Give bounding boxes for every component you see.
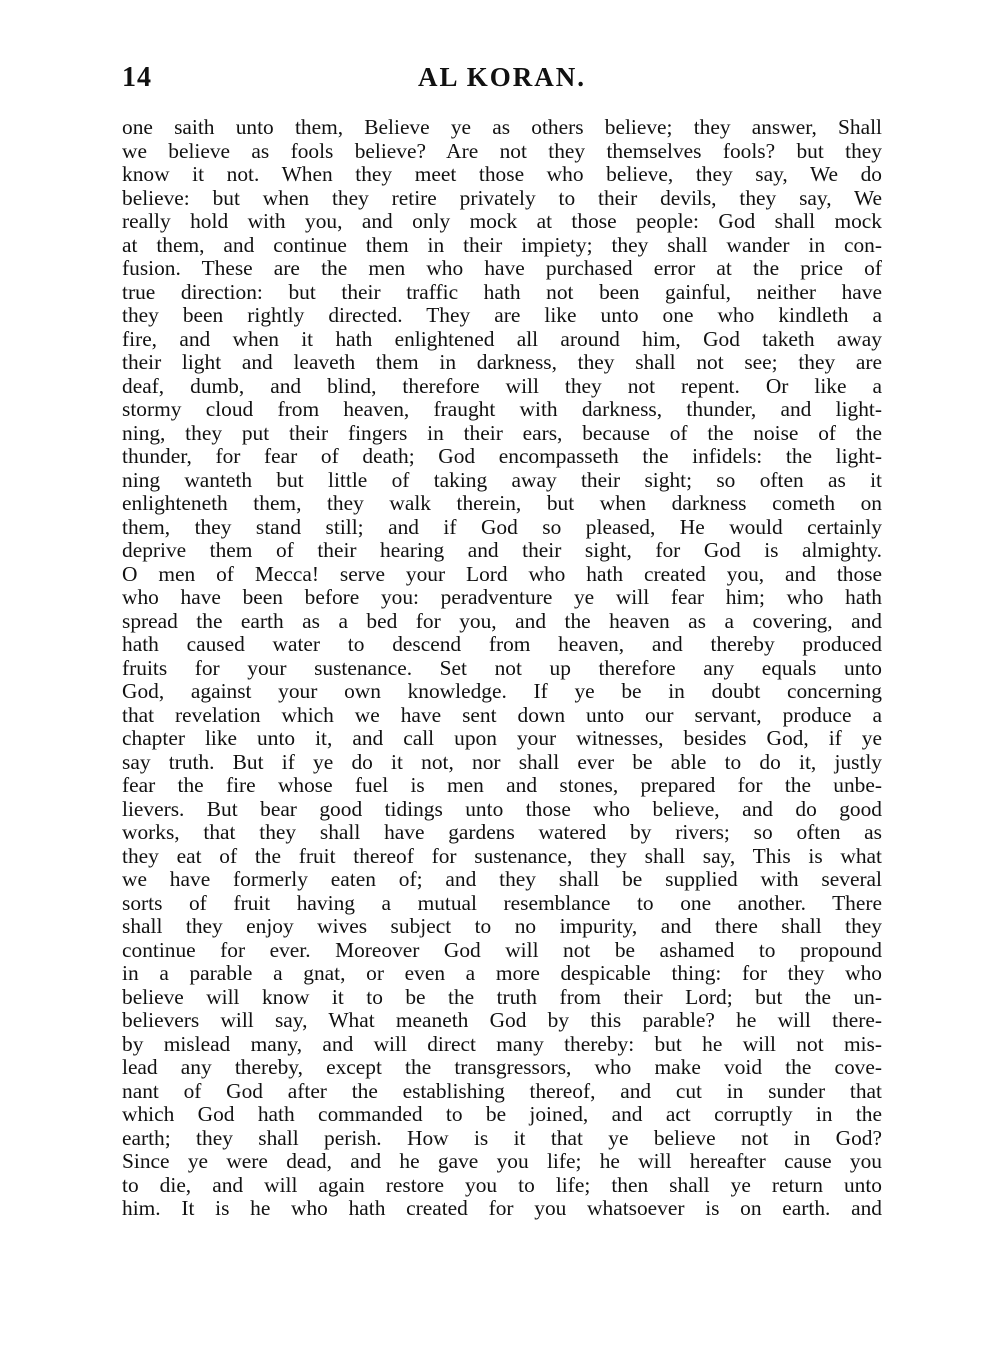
text-line: lead any thereby, except the transgressors, who make void the cove- (122, 1056, 882, 1079)
text-line: earth; they shall perish. How is it that ye believe not in God? (122, 1126, 882, 1150)
text-line: them, they stand still; and if God so pleased, He would certainly (122, 515, 882, 539)
text-line: fruits for your sustenance. Set not up therefore any equals unto (122, 656, 882, 680)
text-line: in a parable a gnat, or even a more despicable thing: for they who (122, 962, 882, 985)
text-line: true direction: but their traffic hath not been gainful, neither have (122, 280, 882, 304)
text-line: fire, and when it hath enlightened all around him, God taketh away (122, 327, 882, 351)
text-line: their light and leaveth them in darkness, they shall not see; they are (122, 351, 882, 374)
text-line: chapter like unto it, and call upon your witnesses, besides God, if ye (122, 727, 882, 750)
text-line: O men of Mecca! serve your Lord who hath created you, and those (122, 562, 882, 586)
text-line: lievers. But bear good tidings unto those who believe, and do good (122, 797, 882, 821)
text-line: we have formerly eaten of; and they shall be supplied with several (122, 868, 882, 891)
text-line: sorts of fruit having a mutual resemblance to one another. There (122, 891, 882, 915)
text-line: that revelation which we have sent down unto our servant, produce a (122, 703, 882, 727)
text-line: fear the fire whose fuel is men and stones, prepared for the unbe- (122, 774, 882, 797)
text-line: we believe as fools believe? Are not they themselves fools? but they (122, 139, 882, 163)
text-line: one saith unto them, Believe ye as others believe; they answer, Shall (122, 116, 882, 139)
running-title: AL KORAN. (417, 62, 587, 92)
page-number: 14 (122, 62, 152, 93)
text-line: God, against your own knowledge. If ye be in doubt concerning (122, 680, 882, 703)
text-line: spread the earth as a bed for you, and the heaven as a covering, and (122, 609, 882, 633)
running-head (122, 62, 882, 102)
text-line: deaf, dumb, and blind, therefore will they not repent. Or like a (122, 374, 882, 398)
text-line: really hold with you, and only mock at those people: God shall mock (122, 210, 882, 233)
text-line: stormy cloud from heaven, fraught with darkness, thunder, and light- (122, 398, 882, 421)
text-line: ning wanteth but little of taking away their sight; so often as it (122, 468, 882, 492)
text-line: say truth. But if ye do it not, nor shall ever be able to do it, justly (122, 750, 882, 774)
text-line: nant of God after the establishing thereof, and cut in sunder that (122, 1079, 882, 1103)
text-line: continue for ever. Moreover God will not be ashamed to propound (122, 938, 882, 962)
text-line: believers will say, What meaneth God by this parable? he will there- (122, 1009, 882, 1032)
text-line: know it not. When they meet those who believe, they say, We do (122, 163, 882, 186)
text-line: who have been before you: peradventure ye will fear him; who hath (122, 586, 882, 609)
text-line: at them, and continue them in their impiety; they shall wander in con- (122, 233, 882, 257)
text-line: they been rightly directed. They are like unto one who kindleth a (122, 304, 882, 327)
text-line: fusion. These are the men who have purchased error at the price of (122, 257, 882, 280)
text-line: him. It is he who hath created for you whatsoever is on earth. and (122, 1197, 882, 1220)
text-line: believe will know it to be the truth from their Lord; but the un- (122, 985, 882, 1009)
text-line: works, that they shall have gardens watered by rivers; so often as (122, 821, 882, 844)
text-line: believe: but when they retire privately to their devils, they say, We (122, 186, 882, 210)
text-line: by mislead many, and will direct many thereby: but he will not mis- (122, 1032, 882, 1056)
text-line: to die, and will again restore you to life; then shall ye return unto (122, 1173, 882, 1197)
text-line: which God hath commanded to be joined, and act corruptly in the (122, 1103, 882, 1126)
text-line: enlighteneth them, they walk therein, but when darkness cometh on (122, 492, 882, 515)
text-line: they eat of the fruit thereof for sustenance, they shall say, This is what (122, 844, 882, 868)
text-line: thunder, for fear of death; God encompasseth the infidels: the light- (122, 445, 882, 468)
text-line: ning, they put their fingers in their ears, because of the noise of the (122, 421, 882, 445)
text-line: Since ye were dead, and he gave you life; he will hereafter cause you (122, 1150, 882, 1173)
text-line: shall they enjoy wives subject to no impurity, and there shall they (122, 915, 882, 938)
text-line: deprive them of their hearing and their sight, for God is almighty. (122, 539, 882, 562)
text-line: hath caused water to descend from heaven, and thereby produced (122, 633, 882, 656)
body-text (122, 116, 882, 1221)
